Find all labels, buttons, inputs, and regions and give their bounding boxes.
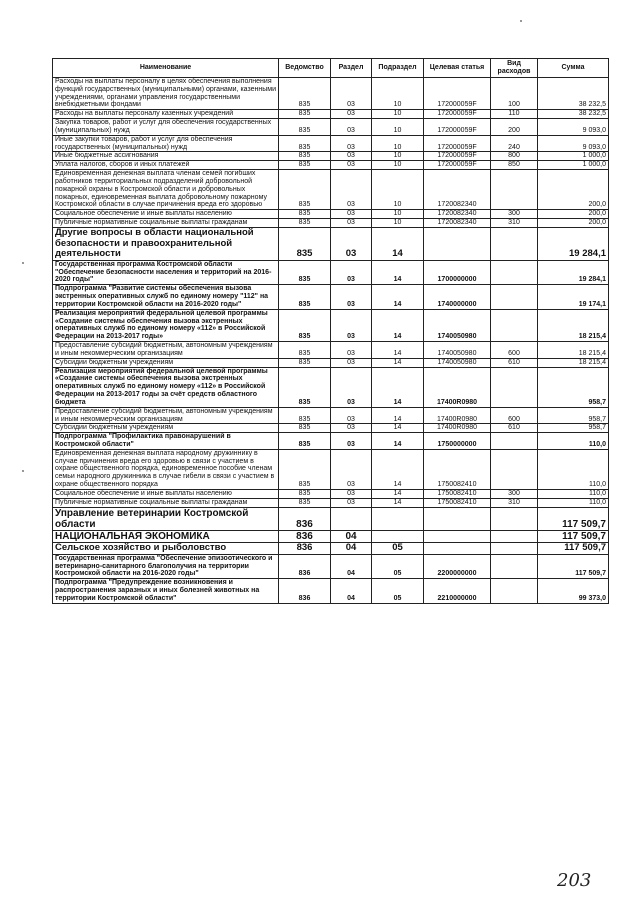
row-expense-type [491,543,538,555]
table-row [53,260,609,284]
row-section: 03 [331,210,372,219]
row-section [331,507,372,530]
row-department: 835 [279,433,331,450]
row-name: Социальное обеспечение и иные выплаты населению [53,489,279,498]
row-amount: 9 093,0 [538,119,609,136]
row-department: 835 [279,219,331,228]
row-amount: 1 000,0 [538,152,609,161]
row-section: 03 [331,424,372,433]
column-header: Подраздел [372,59,424,78]
row-department: 836 [279,507,331,530]
row-department: 835 [279,285,331,309]
row-amount: 958,7 [538,407,609,424]
column-header: Вид расходов [491,59,538,78]
row-department: 835 [279,135,331,152]
row-section: 04 [331,531,372,543]
row-name: Подпрограмма "Развитие системы обеспечения вызова экстренных оперативных служб по единому номеру "112" на территории Костромской области на 2016-2020 годы" [53,285,279,309]
row-section: 03 [331,152,372,161]
row-expense-type [491,285,538,309]
row-subsection: 14 [372,367,424,407]
row-section: 03 [331,367,372,407]
row-name: Реализация мероприятий федеральной целевой программы «Создание системы обеспечения вызова экстренных оперативных служб по единому номеру «112» в Российской Федерации на 2013-2017 годы» [53,309,279,341]
row-section: 03 [331,110,372,119]
row-section: 03 [331,161,372,170]
row-amount: 117 509,7 [538,507,609,530]
table-row [53,119,609,136]
row-subsection: 14 [372,285,424,309]
row-expense-type: 310 [491,498,538,507]
row-target-article [424,543,491,555]
row-name: Подпрограмма "Профилактика правонарушений в Костромской области" [53,433,279,450]
row-subsection: 14 [372,424,424,433]
row-department: 836 [279,579,331,603]
table-row [53,152,609,161]
table-row [53,135,609,152]
row-name: Единовременная денежная выплата членам семей погибших работников территориальных подразделений добровольной пожарной охраны в Костромской области и добровольных пожарных, единовременная выплата добровольному пожарному Костромской области в случае причинения вреда его здоровью [53,170,279,210]
row-expense-type [491,309,538,341]
row-target-article: 1750082410 [424,498,491,507]
row-expense-type: 850 [491,161,538,170]
row-department: 835 [279,358,331,367]
row-amount: 110,0 [538,449,609,489]
pencil-mark [22,470,24,472]
table-row [53,407,609,424]
table-row [53,507,609,530]
row-amount: 958,7 [538,424,609,433]
row-subsection: 14 [372,407,424,424]
row-name: Предоставление субсидий бюджетным, автономным учреждениям и иным некоммерческим организациям [53,342,279,359]
table-row [53,285,609,309]
row-subsection: 14 [372,498,424,507]
row-amount: 110,0 [538,498,609,507]
row-expense-type: 100 [491,78,538,110]
row-amount: 200,0 [538,219,609,228]
row-expense-type [491,449,538,489]
row-amount: 117 509,7 [538,554,609,578]
row-name: Расходы на выплаты персоналу в целях обеспечения выполнения функций государственных (муниципальными) органами, казенными учреждениями, органами управления государственными внебюджетными фондами [53,78,279,110]
row-name: Единовременная денежная выплата народному дружиннику в случае причинения вреда его здоровью в связи с участием в охране общественного порядка, единовременное пособие членам семьи народного дружинника в случае гибели в связи с участием в охране общественного порядка [53,449,279,489]
table-row [53,78,609,110]
row-section: 03 [331,135,372,152]
row-expense-type: 600 [491,407,538,424]
row-expense-type: 610 [491,424,538,433]
row-amount: 9 093,0 [538,135,609,152]
row-target-article: 172000059F [424,161,491,170]
row-section: 04 [331,543,372,555]
row-expense-type: 300 [491,210,538,219]
row-name: Иные бюджетные ассигнования [53,152,279,161]
row-department: 835 [279,367,331,407]
row-amount: 18 215,4 [538,342,609,359]
row-section: 03 [331,358,372,367]
row-subsection: 10 [372,161,424,170]
row-department: 835 [279,152,331,161]
row-expense-type: 800 [491,152,538,161]
table-row [53,489,609,498]
row-target-article: 172000059F [424,135,491,152]
row-target-article: 1720082340 [424,210,491,219]
row-name: Подпрограмма "Предупреждение возникновения и распространения заразных и иных болезней животных на территории Костромской области" [53,579,279,603]
row-target-article: 17400R0980 [424,367,491,407]
row-name: Социальное обеспечение и иные выплаты населению [53,210,279,219]
row-target-article: 1740050980 [424,358,491,367]
row-amount: 200,0 [538,170,609,210]
row-target-article: 172000059F [424,78,491,110]
table-row [53,531,609,543]
row-amount: 200,0 [538,210,609,219]
row-target-article: 1750000000 [424,433,491,450]
row-section: 03 [331,119,372,136]
row-department: 835 [279,342,331,359]
row-section: 04 [331,579,372,603]
row-amount: 110,0 [538,489,609,498]
table-row [53,161,609,170]
row-subsection: 14 [372,449,424,489]
table-row [53,342,609,359]
row-section: 03 [331,260,372,284]
row-target-article: 172000059F [424,152,491,161]
row-name: Реализация мероприятий федеральной целевой программы «Создание системы обеспечения вызова экстренных оперативных служб по единому номеру «112» в Российской Федерации на 2013-2017 годы за счёт средств областного бюджета [53,367,279,407]
row-name: НАЦИОНАЛЬНАЯ ЭКОНОМИКА [53,531,279,543]
row-name: Сельское хозяйство и рыболовство [53,543,279,555]
row-subsection: 14 [372,358,424,367]
table-row [53,424,609,433]
table-row [53,367,609,407]
row-subsection: 05 [372,579,424,603]
row-expense-type [491,260,538,284]
row-target-article: 17400R0980 [424,424,491,433]
row-section: 03 [331,227,372,260]
row-amount: 1 000,0 [538,161,609,170]
row-amount: 110,0 [538,433,609,450]
row-target-article: 1700000000 [424,260,491,284]
row-subsection [372,531,424,543]
column-header: Наименование [53,59,279,78]
row-department: 836 [279,554,331,578]
row-name: Государственная программа Костромской области "Обеспечение безопасности населения и территорий на 2016-2020 годы" [53,260,279,284]
row-target-article [424,507,491,530]
row-target-article: 1750082410 [424,449,491,489]
row-name: Уплата налогов, сборов и иных платежей [53,161,279,170]
row-subsection: 14 [372,342,424,359]
row-subsection: 14 [372,433,424,450]
row-section: 03 [331,342,372,359]
row-target-article: 17400R0980 [424,407,491,424]
row-department: 835 [279,407,331,424]
table-row [53,210,609,219]
row-department: 835 [279,260,331,284]
row-target-article [424,227,491,260]
row-target-article: 172000059F [424,119,491,136]
row-amount: 99 373,0 [538,579,609,603]
row-amount: 117 509,7 [538,543,609,555]
pencil-mark [22,262,24,264]
table-body [53,78,609,604]
pencil-mark [520,20,522,22]
row-expense-type: 610 [491,358,538,367]
row-expense-type [491,170,538,210]
row-amount: 38 232,5 [538,110,609,119]
table-row [53,579,609,603]
row-subsection: 10 [372,110,424,119]
row-target-article: 1740050980 [424,342,491,359]
row-expense-type [491,367,538,407]
row-subsection: 10 [372,135,424,152]
row-subsection: 10 [372,78,424,110]
row-section: 03 [331,407,372,424]
table-row [53,449,609,489]
row-department: 835 [279,119,331,136]
row-amount: 38 232,5 [538,78,609,110]
row-amount: 958,7 [538,367,609,407]
row-target-article: 1720082340 [424,170,491,210]
row-name: Другие вопросы в области национальной безопасности и правоохранительной деятельности [53,227,279,260]
table-row [53,433,609,450]
table-row [53,554,609,578]
row-department: 835 [279,210,331,219]
column-header: Ведомство [279,59,331,78]
row-department: 835 [279,449,331,489]
column-header: Раздел [331,59,372,78]
row-amount: 18 215,4 [538,358,609,367]
row-expense-type: 240 [491,135,538,152]
row-expense-type [491,433,538,450]
row-subsection: 10 [372,210,424,219]
row-name: Субсидии бюджетным учреждениям [53,424,279,433]
row-department: 835 [279,110,331,119]
row-name: Закупка товаров, работ и услуг для обеспечения государственных (муниципальных) нужд [53,119,279,136]
row-expense-type [491,227,538,260]
row-amount: 117 509,7 [538,531,609,543]
row-section: 03 [331,489,372,498]
row-department: 835 [279,161,331,170]
row-section: 03 [331,498,372,507]
row-department: 835 [279,424,331,433]
row-target-article: 1740050980 [424,309,491,341]
row-expense-type: 200 [491,119,538,136]
table-row [53,358,609,367]
row-subsection: 10 [372,152,424,161]
table-header-row [53,59,609,78]
row-department: 835 [279,170,331,210]
row-name: Публичные нормативные социальные выплаты гражданам [53,219,279,228]
row-expense-type: 600 [491,342,538,359]
row-subsection: 10 [372,119,424,136]
row-target-article [424,531,491,543]
row-subsection [372,507,424,530]
table-row [53,227,609,260]
column-header: Сумма [538,59,609,78]
row-target-article: 2210000000 [424,579,491,603]
row-section: 03 [331,285,372,309]
row-name: Иные закупки товаров, работ и услуг для обеспечения государственных (муниципальных) нужд [53,135,279,152]
row-name: Расходы на выплаты персоналу казенных учреждений [53,110,279,119]
row-section: 03 [331,219,372,228]
row-department: 836 [279,531,331,543]
row-department: 836 [279,543,331,555]
table-row [53,309,609,341]
row-subsection: 14 [372,260,424,284]
row-amount: 19 174,1 [538,285,609,309]
row-name: Предоставление субсидий бюджетным, автономным учреждениям и иным некоммерческим организациям [53,407,279,424]
row-department: 835 [279,78,331,110]
table-row [53,110,609,119]
row-amount: 19 284,1 [538,260,609,284]
row-expense-type: 110 [491,110,538,119]
row-subsection: 14 [372,309,424,341]
row-expense-type [491,507,538,530]
row-subsection: 10 [372,219,424,228]
row-name: Управление ветеринарии Костромской области [53,507,279,530]
row-subsection: 05 [372,554,424,578]
budget-table [52,58,609,604]
table-row [53,543,609,555]
row-expense-type: 310 [491,219,538,228]
row-subsection: 10 [372,170,424,210]
row-name: Субсидии бюджетным учреждениям [53,358,279,367]
row-subsection: 05 [372,543,424,555]
row-target-article: 2200000000 [424,554,491,578]
row-department: 835 [279,498,331,507]
row-name: Государственная программа "Обеспечение эпизоотического и ветеринарно-санитарного благополучия на территории Костромской области на 2016-2020 годы" [53,554,279,578]
row-target-article: 1750082410 [424,489,491,498]
row-amount: 18 215,4 [538,309,609,341]
row-section: 03 [331,170,372,210]
row-section: 03 [331,78,372,110]
row-section: 03 [331,433,372,450]
row-amount: 19 284,1 [538,227,609,260]
row-expense-type: 300 [491,489,538,498]
row-section: 03 [331,309,372,341]
column-header: Целевая статья [424,59,491,78]
row-department: 835 [279,489,331,498]
row-section: 04 [331,554,372,578]
row-name: Публичные нормативные социальные выплаты гражданам [53,498,279,507]
table-row [53,170,609,210]
row-section: 03 [331,449,372,489]
row-department: 835 [279,227,331,260]
row-subsection: 14 [372,489,424,498]
row-subsection: 14 [372,227,424,260]
page-number: 203 [557,870,592,891]
row-target-article: 172000059F [424,110,491,119]
row-expense-type [491,554,538,578]
row-department: 835 [279,309,331,341]
row-target-article: 1740000000 [424,285,491,309]
row-expense-type [491,579,538,603]
table-row [53,498,609,507]
row-target-article: 1720082340 [424,219,491,228]
row-expense-type [491,531,538,543]
